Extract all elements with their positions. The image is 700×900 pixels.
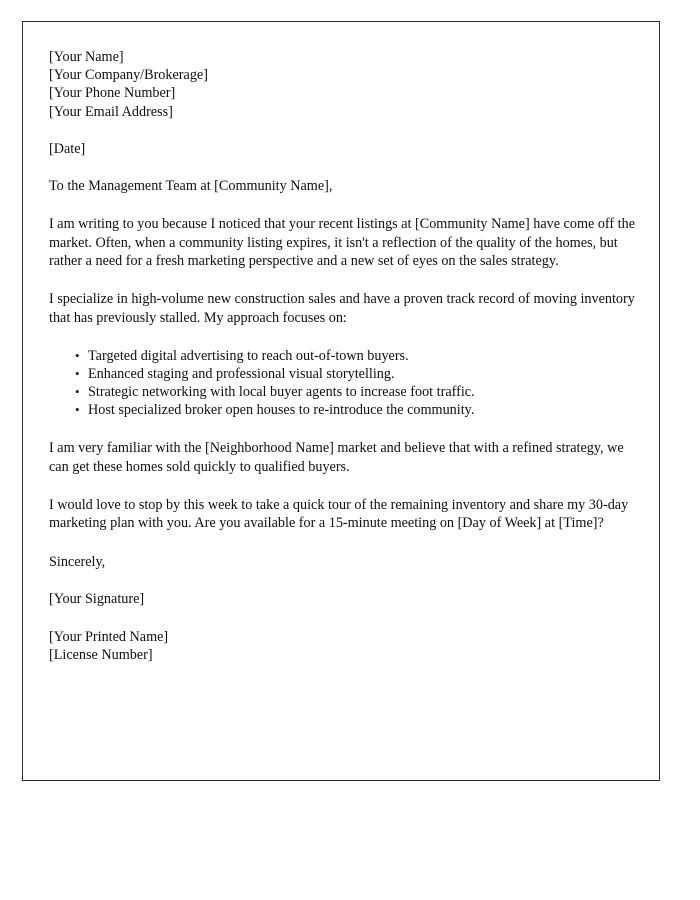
spacer-after-sender (49, 121, 638, 140)
spacer-after-signature (49, 608, 638, 628)
list-item: • Host specialized broker open houses to re-introduce the community. (88, 401, 638, 419)
signature-placeholder-line (49, 590, 638, 608)
list-item: • Strategic networking with local buyer agents to increase foot traffic. (88, 383, 638, 401)
spacer-after-paragraph-1 (49, 270, 638, 290)
spacer-after-bullets (49, 419, 638, 439)
body-paragraph-3: I am very familiar with the [Neighborhood Name] market and believe that with a refined strategy, we can get these homes sold quickly to qualified buyers. (49, 440, 624, 475)
spacer-after-salutation (49, 195, 638, 215)
salutation (49, 177, 638, 195)
license-number-line: [License Number] (49, 647, 153, 664)
date-line-text: [Date] (49, 140, 86, 157)
closing-text: Sincerely, (49, 553, 106, 570)
closing-line (49, 553, 638, 571)
spacer-after-date (49, 158, 638, 177)
sender-name-line: [Your Name] (49, 49, 124, 65)
list-item: • Enhanced staging and professional visual storytelling. (88, 365, 638, 383)
sender-phone-line: [Your Phone Number] (49, 85, 176, 102)
signer-identity-block (49, 628, 638, 664)
spacer-after-paragraph-3 (49, 476, 638, 496)
document-page-border (22, 21, 660, 781)
list-item: • Targeted digital advertising to reach out-of-town buyers. (88, 347, 638, 365)
sender-company-line: [Your Company/Brokerage] (49, 67, 208, 84)
body-paragraph-1: I am writing to you because I noticed that your recent listings at [Community Name] have come off the market. Often, when a community listing expires, it isn't a reflection of the quality of the homes, but rather a need for a fresh marketing perspective and a new set of eyes on the sales strategy. (49, 216, 635, 270)
date-line (49, 140, 638, 158)
approach-bullet-list (49, 347, 638, 419)
spacer-after-closing (49, 571, 638, 590)
signature-placeholder-text: [Your Signature] (49, 591, 145, 608)
body-paragraph-2: I specialize in high-volume new construction sales and have a proven track record of moving inventory that has previously stalled. My approach focuses on: (49, 291, 635, 326)
spacer-after-paragraph-2 (49, 327, 638, 347)
printed-name-line: [Your Printed Name] (49, 629, 169, 646)
sender-address-block (49, 48, 638, 121)
spacer-after-paragraph-4 (49, 533, 638, 553)
letter-content (49, 48, 638, 665)
salutation-text: To the Management Team at [Community Name], (49, 178, 333, 195)
body-paragraph-4: I would love to stop by this week to take a quick tour of the remaining inventory and share my 30-day marketing plan with you. Are you available for a 15-minute meeting on [Day of Week] at [Time]? (49, 497, 629, 532)
sender-email-line: [Your Email Address] (49, 103, 173, 120)
